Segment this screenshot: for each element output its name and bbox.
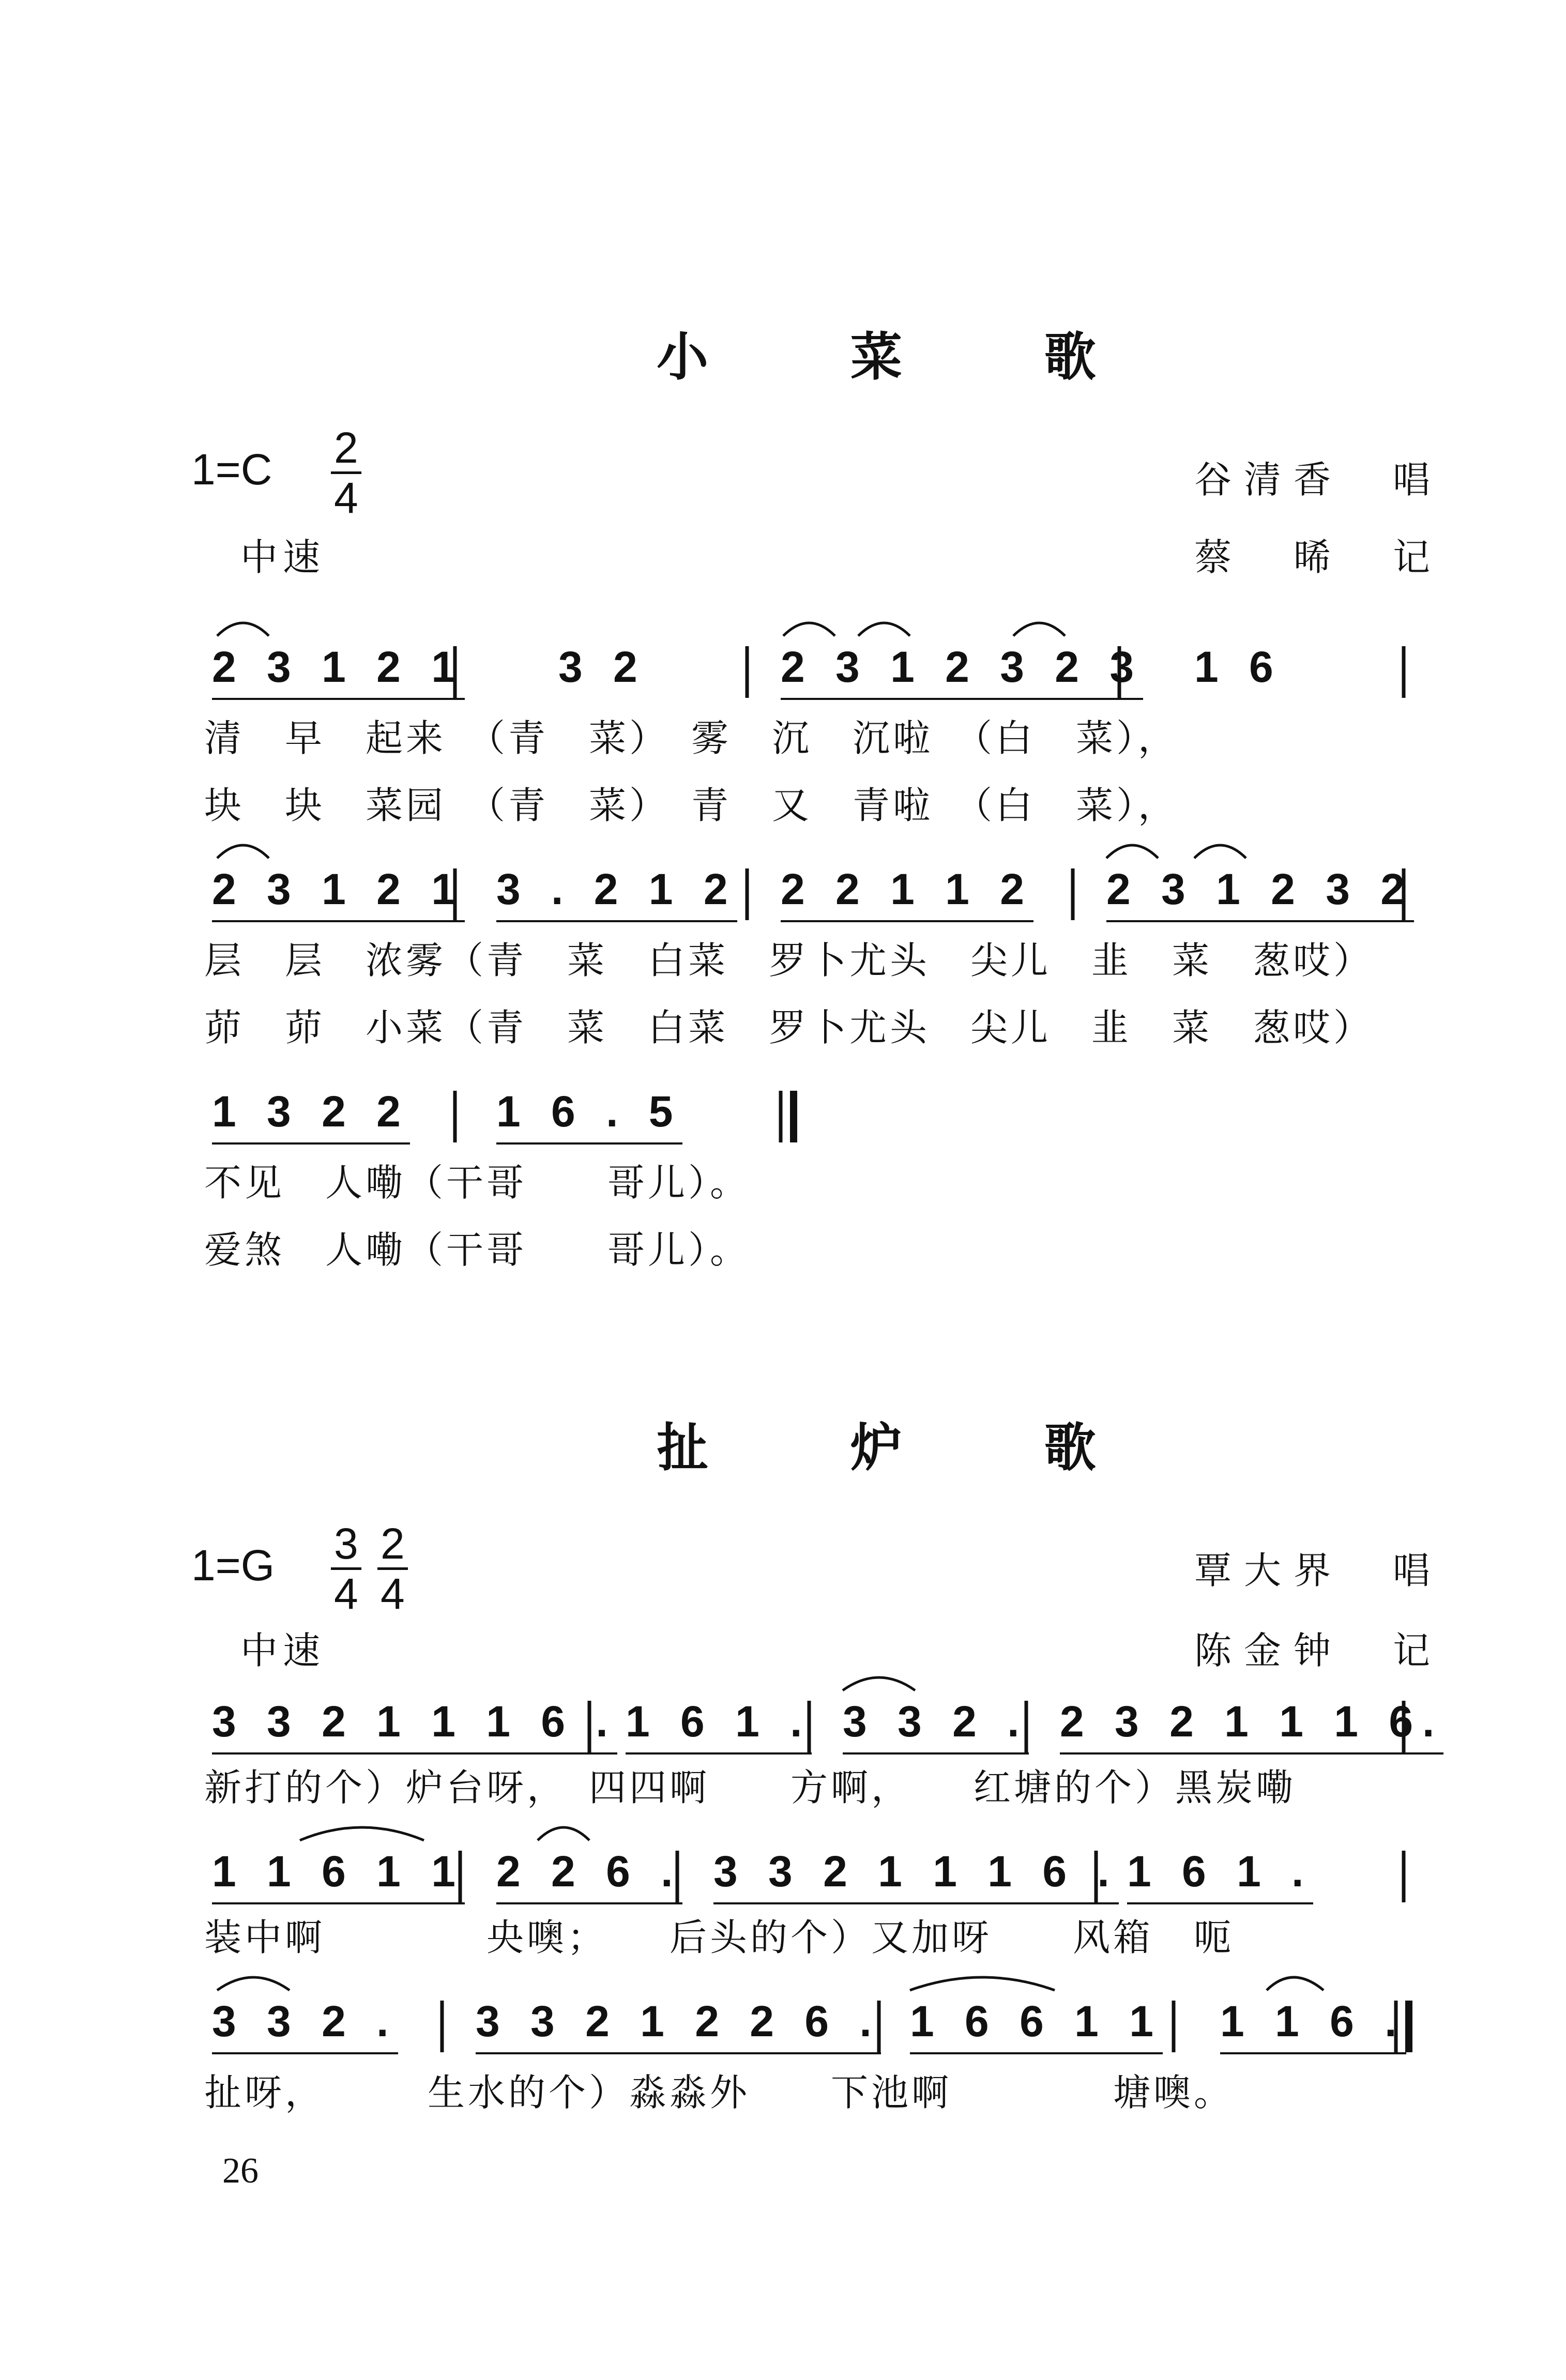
slur xyxy=(217,845,269,858)
slur xyxy=(538,1827,589,1840)
slur xyxy=(217,1977,290,1990)
notation-measure: 3 . 2 1 2 xyxy=(496,858,737,922)
notation-measure: 2 3 2 1 1 1 6. xyxy=(1060,1690,1443,1755)
lyric-line: 茆 茆 小菜（青 菜 白菜 罗卜尤头 尖儿 韭 菜 葱哎） xyxy=(204,1006,1374,1049)
lyric-line: 层 层 浓雾（青 菜 白菜 罗卜尤头 尖儿 韭 菜 葱哎） xyxy=(204,939,1374,982)
slurs xyxy=(217,623,1324,1990)
lyric-line: 装中啊 央噢； 后头的个）又加呀 风箱 呃 xyxy=(204,1916,1235,1959)
key-signature: 1=G xyxy=(191,1541,275,1590)
notation-measure: 3 3 2 . xyxy=(843,1690,1029,1755)
notation-measure: 2 2 6 . xyxy=(496,1840,682,1904)
key-signature: 1=C xyxy=(191,445,272,494)
slur xyxy=(1194,845,1246,858)
notation-measure: 2 3 1 2 1 xyxy=(212,636,465,700)
notation-measure: 3 3 2 1 1 1 6 . xyxy=(713,1840,1119,1904)
notation-measure: 1 3 2 2 xyxy=(212,1080,410,1145)
notation-measure: 1 1 6 . xyxy=(1220,1990,1406,2054)
bar-lines xyxy=(442,646,1409,2052)
singer-credit: 覃大界 唱 xyxy=(1194,1549,1443,1592)
slur xyxy=(217,623,269,636)
notation-measure: 1 6 1 . xyxy=(626,1690,812,1755)
recorder-credit: 陈金钟 记 xyxy=(1194,1629,1443,1672)
time-sig-top: 2 xyxy=(331,424,361,474)
recorder-credit: 蔡 晞 记 xyxy=(1194,536,1443,579)
notation-measure: 1 6 1 . xyxy=(1127,1840,1313,1904)
lyric-line: 扯呀， 生水的个）淼淼外 下池啊 塘噢。 xyxy=(204,2071,1235,2114)
song-title: 扯 炉 歌 xyxy=(657,1417,1158,1478)
slur xyxy=(858,623,910,636)
notation-measure: 3 3 2 1 1 1 6 . xyxy=(212,1690,617,1755)
singer-credit: 谷清香 唱 xyxy=(1194,458,1443,501)
notation-measure: 2 2 1 1 2 xyxy=(781,858,1033,922)
time-sig-bottom: 4 xyxy=(334,474,358,522)
notation-measure: 2 3 1 2 3 2 3 xyxy=(781,636,1143,700)
time-sig-bottom: 4 xyxy=(334,1569,358,1618)
slur xyxy=(1013,623,1065,636)
notation-measure: 3 3 2 . xyxy=(212,1990,398,2054)
lyric-line: 不见 人嘞（干哥 哥儿）。 xyxy=(204,1161,751,1204)
notation-measure: 1 6 . 5 xyxy=(496,1080,682,1145)
slur xyxy=(783,623,835,636)
time-sig-bottom: 4 xyxy=(381,1569,405,1618)
tempo-marking: 中速 xyxy=(240,536,326,579)
slur xyxy=(1106,845,1158,858)
notation-measure: 1 6 xyxy=(1194,643,1283,691)
notation-measure: 2 3 1 2 3 2 xyxy=(1106,858,1414,922)
slur xyxy=(1267,1977,1324,1990)
time-sig-top: 3 xyxy=(331,1520,361,1570)
notation-measure: 3 3 2 1 2 2 6 . xyxy=(476,1990,881,2054)
slur xyxy=(843,1677,915,1690)
tempo-marking: 中速 xyxy=(240,1629,326,1672)
lyric-line: 爱煞 人嘞（干哥 哥儿）。 xyxy=(204,1228,751,1272)
slur xyxy=(300,1827,424,1840)
notation-measure: 1 1 6 1 1 xyxy=(212,1840,465,1904)
notation-measure: 1 6 6 1 1 xyxy=(910,1990,1163,2054)
song-title: 小 菜 歌 xyxy=(657,327,1158,387)
time-sig-top: 2 xyxy=(377,1520,408,1570)
slur xyxy=(910,1977,1055,1990)
notation-measure: 2 3 1 2 1 xyxy=(212,858,465,922)
lyric-line: 新打的个）炉台呀， 四四啊 方啊， 红塘的个）黑炭嘞 xyxy=(204,1766,1297,1809)
page-number: 26 xyxy=(222,2151,259,2191)
lyric-line: 块 块 菜园 （青 菜） 青 又 青啦 （白 菜）， xyxy=(204,784,1179,827)
notation-measure: 3 2 xyxy=(558,643,647,691)
lyric-line: 清 早 起来 （青 菜） 雾 沉 沉啦 （白 菜）， xyxy=(204,716,1179,760)
